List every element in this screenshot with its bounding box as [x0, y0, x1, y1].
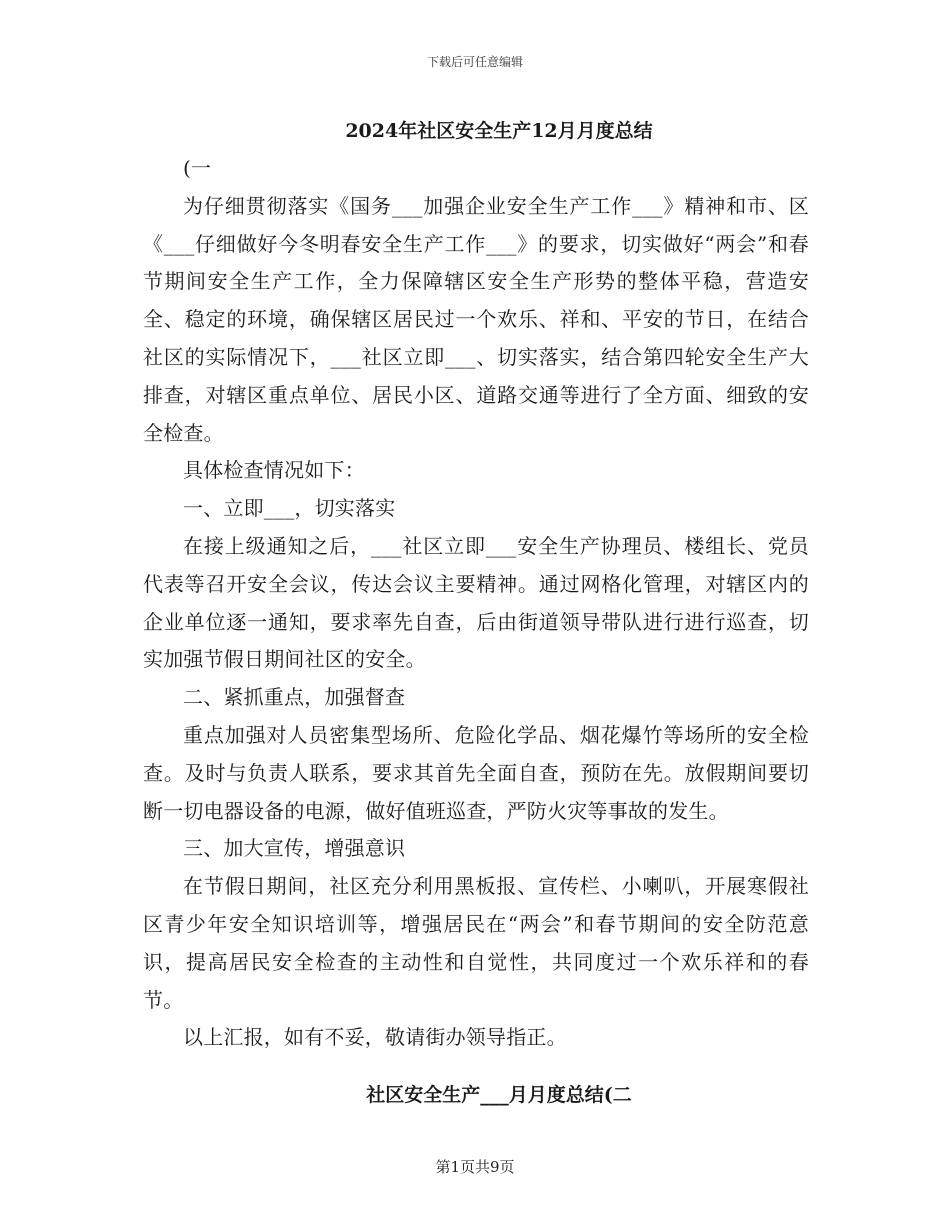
paragraph-section-1: 在接上级通知之后，___社区立即___安全生产协理员、楼组长、党员代表等召开安全会议，传达会议主要精神。通过网格化管理，对辖区内的企业单位逐一通知，要求率先自查，后由街道领导带队进行进行巡查，切实加强节假日期间社区的安全。 [143, 533, 809, 672]
heading-section-2: 二、紧抓重点，加强督查 [183, 685, 406, 710]
document-title: 2024年社区安全生产12月月度总结 [345, 120, 653, 142]
page-header-note: 下载后可任意编辑 [426, 55, 523, 69]
document-body [143, 150, 809, 1057]
paragraph-section-2: 重点加强对人员密集型场所、危险化学品、烟花爆竹等场所的安全检查。及时与负责人联系，要求其首先全面自查，预防在先。放假期间要切断一切电器设备的电源，做好值班巡查，严防火灾等事故的发生。 [143, 722, 809, 823]
paragraph-section-3: 在节假日期间，社区充分利用黑板报、宣传栏、小喇叭，开展寒假社区青少年安全知识培训等，增强居民在“两会”和春节期间的安全防范意识，提高居民安全检查的主动性和自觉性，共同度过一个欢乐祥和的春节。 [143, 874, 809, 1012]
paragraph-part-marker: (一 [183, 156, 212, 180]
paragraph-intro: 为仔细贯彻落实《国务___加强企业安全生产工作___》精神和市、区《___仔细做好今冬明春安全生产工作___》的要求，切实做好“两会”和春节期间安全生产工作，全力保障辖区安全生产形势的整体平稳，营造安全、稳定的环境，确保辖区居民过一个欢乐、祥和、平安的节日，在结合社区的实际情况下，___社区立即___、切实落实，结合第四轮安全生产大排查，对辖区重点单位、居民小区、道路交通等进行了全方面、细致的安全检查。 [143, 193, 809, 445]
heading-section-3: 三、加大宣传，增强意识 [183, 836, 406, 861]
page-footer-page-number: 第1页共9页 [435, 1158, 515, 1176]
next-section-title: 社区安全生产___月月度总结(二 [366, 1084, 632, 1106]
heading-section-1: 一、立即___，切实落实 [183, 496, 396, 521]
paragraph-inspection-overview: 具体检查情况如下： [183, 458, 365, 483]
paragraph-closing: 以上汇报，如有不妥，敬请街办领导指正。 [183, 1025, 567, 1050]
